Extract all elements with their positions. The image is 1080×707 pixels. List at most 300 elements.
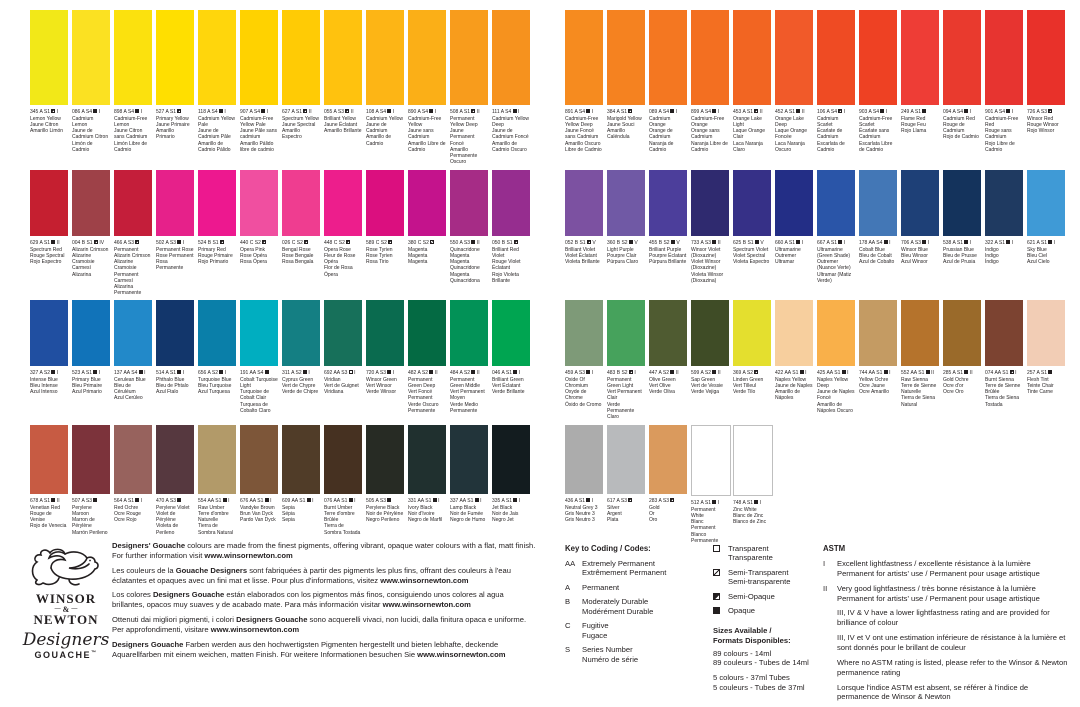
swatch-name-en: Flesh Tint	[1027, 376, 1049, 383]
colour-swatch	[649, 300, 687, 366]
swatch-code: 436 A S1 I	[565, 498, 594, 504]
colour-swatch	[901, 170, 939, 236]
colour-cell	[324, 10, 362, 170]
swatch-code: 380 C S2	[408, 240, 446, 247]
swatch-name-es: Tinte Carne	[1027, 389, 1053, 395]
key-symbol-row	[713, 568, 817, 587]
swatch-code: 898 A S4 I	[114, 109, 143, 115]
swatch-name-es: Amarillo Libre de Cadmio	[408, 140, 446, 153]
opaque-icon	[429, 109, 433, 113]
product-subname: GOUACHE™	[34, 650, 98, 661]
swatch-label	[649, 236, 687, 300]
swatch-name-en: Cadmium-Free Yellow	[408, 115, 442, 128]
opaque-icon	[429, 370, 433, 374]
swatch-code: 076 AA S1 I	[324, 498, 356, 504]
opaque-icon	[926, 370, 930, 374]
colour-cell	[985, 170, 1023, 300]
swatch-name-en: Gold	[649, 504, 660, 511]
colour-cell	[607, 425, 645, 560]
swatch-name-en: Winsor Green	[366, 376, 397, 383]
colour-swatch	[607, 300, 645, 366]
colour-cell	[156, 170, 194, 300]
swatch-name-fr: Blanc Permanent	[691, 519, 716, 532]
colour-cell	[30, 10, 68, 170]
swatch-code: 901 A S4 I	[985, 109, 1014, 115]
swatch-name-fr: Jaune sans Cadmium	[408, 128, 434, 141]
opaque-icon	[93, 370, 97, 374]
trademark-symbol: ™	[91, 650, 98, 657]
brand-name-line1: WINSOR	[35, 591, 97, 606]
sizes-heading	[713, 626, 817, 646]
swatch-name-es: Amarillo de Cadmio Pálido	[198, 140, 231, 153]
semi-opaque-icon	[587, 240, 591, 244]
swatch-name-fr: Teinte Chair	[1027, 382, 1054, 389]
colour-cell	[366, 170, 404, 300]
swatch-name-fr: Ocre d'or	[943, 382, 964, 389]
swatch-name-fr: Or	[649, 510, 655, 517]
swatch-name-es: Blanco Permanente	[691, 531, 719, 544]
swatch-label	[492, 236, 530, 300]
swatch-name-fr: Vert Permanent Clair	[607, 389, 642, 402]
key-code-row	[565, 559, 707, 578]
opaque-icon	[51, 498, 55, 502]
swatch-code: 625 B S1 V	[733, 240, 764, 246]
bold-text: www.winsornewton.com	[380, 575, 469, 585]
swatch-name-es: Limón de Cadmio	[72, 140, 93, 153]
swatch-label	[30, 236, 68, 300]
swatch-name-es: Índigo	[985, 259, 999, 265]
swatch-name-en: Naples Yellow	[775, 376, 807, 383]
symbols-column	[713, 544, 817, 698]
astm-note: III, IV & V have a lower lightfastness rating and are provided for brilliance of colour	[837, 608, 1050, 628]
colour-swatch	[156, 300, 194, 366]
swatch-grid-right	[565, 10, 1065, 563]
colour-cell	[198, 300, 236, 425]
swatch-name-fr: Laque Orange Foncée	[775, 128, 807, 141]
swatch-label	[733, 236, 771, 300]
swatch-label	[72, 366, 110, 425]
key-code-line: Fugace	[582, 630, 608, 640]
swatch-name-es: Ultramar (Matiz Verde)	[817, 271, 852, 284]
swatch-name-en: Spectrum Violet	[733, 246, 769, 253]
colour-cell	[450, 170, 488, 300]
swatch-name-en: Intense Blue	[30, 376, 58, 383]
swatch-name-fr: Magenta	[408, 252, 428, 259]
swatch-name-en: Rose Tyrien	[366, 246, 393, 253]
swatch-code: 178 AA S4 I	[859, 240, 891, 246]
bold-text: www.winsornewton.com	[204, 550, 293, 560]
swatch-name-es: Verde Vejiga	[691, 389, 720, 395]
astm-line: Permanent for artists' use / Permanent pour usage artistique	[837, 593, 1040, 603]
swatch-name-fr: Bleu Intense	[30, 382, 58, 389]
griffin-logo-icon	[29, 546, 103, 590]
swatch-label	[817, 105, 855, 170]
key-symbol-line: Semi-transparente	[728, 577, 791, 587]
colour-swatch	[366, 300, 404, 366]
swatch-name-en: Burnt Umber	[324, 504, 353, 511]
opaque-icon	[177, 498, 181, 502]
swatch-name-es: Tierra de Sombra Tostada	[324, 523, 361, 536]
swatch-code: 257 A S1	[1027, 370, 1065, 377]
swatch-label	[859, 236, 897, 300]
brand-logo-block	[20, 546, 112, 660]
swatch-code: 337 AA S1 I	[450, 498, 482, 504]
colour-cell	[72, 170, 110, 300]
colour-cell	[901, 300, 939, 425]
swatch-label	[408, 105, 446, 170]
opaque-icon	[754, 500, 758, 504]
swatch-name-es: Verde Medio Permanente	[450, 401, 479, 414]
swatch-code: 118 A S4 I	[198, 109, 226, 115]
colour-cell	[649, 300, 687, 425]
colour-cell	[114, 425, 152, 558]
swatch-name-es: Tierra de Siena Natural	[901, 395, 935, 408]
swatch-name-fr: Outremer (Nuance Verte)	[817, 259, 851, 272]
key-symbol-row	[713, 606, 817, 615]
sizes-group	[713, 673, 817, 693]
swatch-name-fr: Vert de Guignet	[324, 382, 359, 389]
swatch-name-en: Quinacridone Magenta	[450, 246, 480, 259]
swatch-name-fr: Jaune de Cadmium Citron	[72, 128, 109, 141]
key-symbol-line: Transparente	[728, 553, 773, 563]
swatch-name-en: Oxide Of Chromium	[565, 376, 589, 389]
semi-transparent-icon	[713, 569, 720, 576]
colour-cell	[943, 10, 981, 170]
swatch-label	[30, 105, 68, 170]
colour-cell	[408, 10, 446, 170]
colour-cell	[691, 170, 729, 300]
swatch-code: 086 A S4 I	[72, 109, 101, 115]
swatch-code: 550 A S3 II	[450, 240, 480, 246]
colour-swatch	[240, 170, 278, 236]
swatch-name-fr: Jaune Spectral	[282, 121, 316, 128]
colour-swatch	[565, 425, 603, 494]
swatch-name-es: Rojo Libre de Cadmio	[985, 140, 1015, 153]
swatch-code: 660 A S1 I	[775, 240, 804, 246]
swatch-code: 508 A S1 II	[450, 109, 480, 115]
key-code-line: Extrêmement Permanent	[582, 568, 667, 578]
opaque-icon	[670, 370, 674, 374]
swatch-label	[282, 236, 320, 300]
opaque-icon	[586, 370, 590, 374]
sizes-group	[713, 649, 817, 669]
text: Farben werden aus den hochwertigsten Pigmenten hergestellt und bieten lebhafte, deckende Aquarellfarben mit einem weichen, matten Finish. Für weitere Informationen besuchen Sie	[112, 639, 499, 659]
swatch-code: 055 A S3 II	[324, 109, 354, 115]
swatch-name-en: Ivory Black	[408, 504, 433, 511]
swatch-name-es: Azul de Prusia	[943, 259, 976, 265]
key-code-letter: A	[565, 582, 571, 592]
swatch-name-es: Limón Libre de Cadmio	[114, 140, 148, 153]
semi-opaque-icon	[262, 240, 266, 244]
swatch-name-es: Verde Permanente Claro	[607, 401, 635, 420]
colour-swatch	[324, 300, 362, 366]
swatch-code: 726 A S3	[1027, 109, 1065, 116]
swatch-label	[985, 236, 1023, 300]
swatch-label	[985, 366, 1023, 425]
swatch-name-es: Rosa Ópera	[240, 259, 267, 265]
swatch-name-en: Ultramarine	[775, 246, 801, 253]
opaque-icon	[177, 370, 181, 374]
swatch-code: 052 B S1 V	[565, 240, 596, 246]
opaque-icon	[475, 498, 479, 502]
colour-swatch	[366, 10, 404, 105]
opaque-icon	[1006, 109, 1010, 113]
swatch-name-es: Laca Naranja Oscuro	[775, 140, 805, 153]
colour-cell	[775, 10, 813, 170]
opaque-icon	[712, 240, 716, 244]
colour-swatch	[156, 170, 194, 236]
semi-opaque-icon	[754, 370, 758, 374]
swatch-name-fr: Jaune Permanent Foncé	[450, 128, 475, 147]
swatch-row	[565, 425, 1065, 563]
swatch-name-es: Púrpura Brillante	[649, 259, 687, 265]
swatch-code: 311 A S2 I	[282, 370, 310, 376]
opaque-icon	[303, 370, 307, 374]
key-code-row	[565, 621, 707, 640]
opaque-icon	[884, 370, 888, 374]
swatch-name-en: Brilliant Violet	[565, 246, 596, 253]
swatch-name-es: Rojo Violeta Brillante	[492, 271, 519, 284]
swatch-name-fr: Laque Orange Clair	[733, 128, 765, 141]
swatch-label	[240, 366, 278, 425]
swatch-code: 552 AA S1 II	[901, 370, 934, 376]
swatch-label	[72, 105, 110, 170]
colour-cell	[282, 170, 320, 300]
swatch-name-fr: Blanc de Zinc	[733, 512, 764, 519]
swatch-name-en: Jet Black	[492, 504, 513, 511]
swatch-label	[691, 366, 729, 425]
semi-opaque-icon	[388, 240, 392, 244]
colour-cell	[282, 300, 320, 425]
swatch-code: 617 A S3	[607, 498, 645, 505]
colour-swatch	[859, 170, 897, 236]
swatch-name-en: Naples Yellow Deep	[817, 376, 849, 389]
swatch-name-en: Permanent Green Deep	[408, 376, 436, 389]
swatch-name-es: Plata	[607, 517, 619, 523]
swatch-name-es: Azul Winsor	[901, 259, 928, 265]
swatch-name-fr: Oxyde de Chrome	[565, 389, 587, 402]
key-code-line: Permanent	[582, 582, 620, 592]
colour-cell	[408, 300, 446, 425]
swatch-name-fr: Ocre Rouge	[114, 510, 141, 517]
info-paragraph	[112, 640, 536, 660]
swatch-name-es: Púrpura Claro	[607, 259, 639, 265]
colour-swatch	[156, 10, 194, 105]
swatch-name-es: Ocre Oro	[943, 389, 964, 395]
swatch-name-fr: Jaune Pâle sans cadmium	[240, 128, 277, 141]
colour-swatch	[691, 300, 729, 366]
swatch-name-fr: Ocre Jaune	[859, 382, 885, 389]
astm-desc	[837, 559, 1071, 579]
swatch-name-fr: Vert Winsor	[366, 382, 392, 389]
swatch-name-en: Sky Blue	[1027, 246, 1047, 253]
colour-swatch	[198, 10, 236, 105]
swatch-label	[775, 366, 813, 425]
swatch-label	[859, 105, 897, 170]
swatch-name-es: Magenta Quinacridona	[450, 271, 480, 284]
swatch-label	[240, 105, 278, 170]
colour-swatch	[985, 300, 1023, 366]
swatch-name-es: Magenta	[408, 259, 428, 265]
semi-opaque-icon	[713, 593, 720, 600]
opaque-icon	[387, 370, 391, 374]
colour-cell	[240, 300, 278, 425]
opaque-icon	[670, 109, 674, 113]
colour-swatch	[198, 425, 236, 494]
swatch-code: 609 AA S1 I	[282, 498, 314, 504]
info-paragraph	[112, 566, 536, 586]
swatch-code: 089 A S4 I	[649, 109, 678, 115]
swatch-code: 440 C S2	[240, 240, 278, 247]
colour-swatch	[282, 170, 320, 236]
swatch-name-es: Azul Ftalo	[156, 389, 179, 395]
semi-opaque-icon	[628, 109, 632, 113]
bold-text: www.winsornewton.com	[210, 625, 300, 635]
swatch-code: 422 AA S1 I	[775, 370, 807, 376]
swatch-name-es: Ocre Amarillo	[859, 389, 890, 395]
swatch-name-es: Rojo de Cadmio	[943, 134, 979, 141]
key-code-desc	[582, 597, 707, 616]
swatch-code: 667 A S1 I	[817, 240, 846, 246]
sizes-heading-line1: Sizes Available /	[713, 625, 772, 635]
colour-cell	[240, 170, 278, 300]
swatch-label	[859, 366, 897, 425]
colour-swatch	[114, 425, 152, 494]
swatch-code: 360 B S2 V	[607, 240, 638, 246]
swatch-name-en: Cadmium-Free Yellow Deep	[565, 115, 599, 128]
colour-swatch	[775, 10, 813, 105]
swatch-name-es: Verde Brillante	[492, 389, 525, 395]
colour-cell	[450, 425, 488, 558]
swatch-name-es: Marrón Perileno	[72, 529, 108, 536]
opaque-icon	[1048, 240, 1052, 244]
colour-cell	[691, 10, 729, 170]
swatch-label	[565, 366, 603, 425]
opaque-icon	[964, 370, 968, 374]
swatch-name-es: Amarillo Brillante	[324, 128, 362, 134]
swatch-label	[565, 236, 603, 300]
swatch-label	[943, 236, 981, 300]
colour-swatch	[565, 300, 603, 366]
opaque-icon	[922, 109, 926, 113]
swatch-code: 108 A S4 I	[366, 109, 395, 115]
swatch-code: 656 A S2 I	[198, 370, 227, 376]
sizes-line: 89 colours - 14ml	[713, 648, 772, 658]
colour-swatch	[72, 10, 110, 105]
colour-swatch	[901, 10, 939, 105]
swatch-code: 345 A S1 I	[30, 109, 59, 115]
colour-cell	[156, 425, 194, 558]
colour-swatch	[817, 300, 855, 366]
swatch-label	[114, 236, 152, 300]
colour-cell	[733, 300, 771, 425]
opaque-icon	[1006, 240, 1010, 244]
swatch-label	[156, 366, 194, 425]
swatch-code: 627 A S1 II	[282, 109, 312, 115]
swatch-name-en: Brilliant Red Violet	[492, 246, 519, 259]
swatch-label	[817, 366, 855, 425]
swatch-name-es: Amarillo de Nápoles	[775, 389, 801, 402]
sizes-line: 5 colours - 37ml Tubes	[713, 673, 790, 683]
swatch-code: 074 AA S1 I	[985, 370, 1017, 376]
swatch-label	[901, 105, 939, 170]
swatch-name-fr: Vert Olive	[649, 382, 671, 389]
brand-ampersand: — & —	[20, 606, 112, 613]
colour-swatch	[114, 10, 152, 105]
colour-swatch	[198, 300, 236, 366]
swatch-code: 903 A S4 I	[859, 109, 888, 115]
astm-line: Excellent lightfastness / excellente résistance à la lumière	[837, 559, 1031, 568]
astm-line: Permanent for artists' use / Permanent pour usage artistique	[837, 568, 1040, 578]
key-code-line: Series Number	[582, 645, 633, 655]
swatch-name-fr: Terre d'ombre Naturelle	[198, 510, 229, 523]
semi-opaque-icon	[471, 109, 475, 113]
swatch-name-es: Rosa Bengala	[282, 259, 314, 265]
product-name: Designers	[22, 630, 110, 651]
colour-cell	[775, 300, 813, 425]
swatch-name-en: Cadmium-Free Lemon	[114, 115, 148, 128]
colour-swatch	[607, 10, 645, 105]
colour-swatch	[943, 10, 981, 105]
swatch-name-en: Brilliant Green	[492, 376, 524, 383]
swatch-name-fr: Vert Éclatant	[492, 382, 521, 389]
swatch-code: 564 A S1 I	[114, 498, 143, 504]
sizes-list	[713, 649, 817, 693]
swatch-name-en: Cadmium-Free Orange	[691, 115, 725, 128]
swatch-label	[450, 105, 488, 170]
swatch-name-es: Amarillo Permanente Oscuro	[450, 146, 478, 166]
swatch-name-es: Amarillo Caléndula	[607, 128, 630, 141]
swatch-name-es: Rojo Espectro	[30, 259, 62, 265]
semi-opaque-icon	[1010, 370, 1014, 374]
colour-swatch	[943, 300, 981, 366]
swatch-name-es: Ocre Rojo	[114, 517, 137, 523]
swatch-code: 050 B S1	[492, 240, 530, 247]
semi-opaque-icon	[346, 240, 350, 244]
semi-opaque-icon	[303, 109, 307, 113]
colour-cell	[408, 170, 446, 300]
swatch-name-en: Spectrum Red	[30, 246, 62, 253]
swatch-code: 384 A S1	[607, 109, 645, 116]
swatch-name-fr: Jaune Citron sans Cadmium	[114, 128, 148, 141]
colour-swatch	[565, 10, 603, 105]
colour-cell	[649, 170, 687, 300]
swatch-name-fr: Bleu Ciel	[1027, 252, 1048, 259]
opaque-icon	[387, 109, 391, 113]
astm-entries	[823, 559, 1071, 603]
opaque-icon	[513, 109, 517, 113]
swatch-name-fr: Violet Éclatant	[565, 252, 597, 259]
opaque-icon	[265, 498, 269, 502]
swatch-name-fr: Rouge Violet Éclatant	[492, 259, 521, 272]
colour-cell	[450, 10, 488, 170]
colour-swatch	[156, 425, 194, 494]
opaque-icon	[139, 370, 143, 374]
swatch-name-es: Rojo Primario	[198, 259, 229, 265]
swatch-code: 484 A S2 II	[450, 370, 480, 376]
colour-swatch	[450, 425, 488, 494]
swatch-name-fr: Jaune de Cadmium	[366, 121, 388, 134]
swatch-name-en: Neutral Grey 3	[565, 504, 598, 511]
colour-swatch	[30, 300, 68, 366]
opaque-icon	[261, 109, 265, 113]
colour-cell	[492, 300, 530, 425]
swatch-name-fr: Jaune Éclatant	[324, 121, 358, 128]
colour-cell	[649, 425, 687, 560]
colour-swatch	[30, 425, 68, 494]
colour-cell	[817, 10, 855, 170]
swatch-label	[156, 236, 194, 300]
